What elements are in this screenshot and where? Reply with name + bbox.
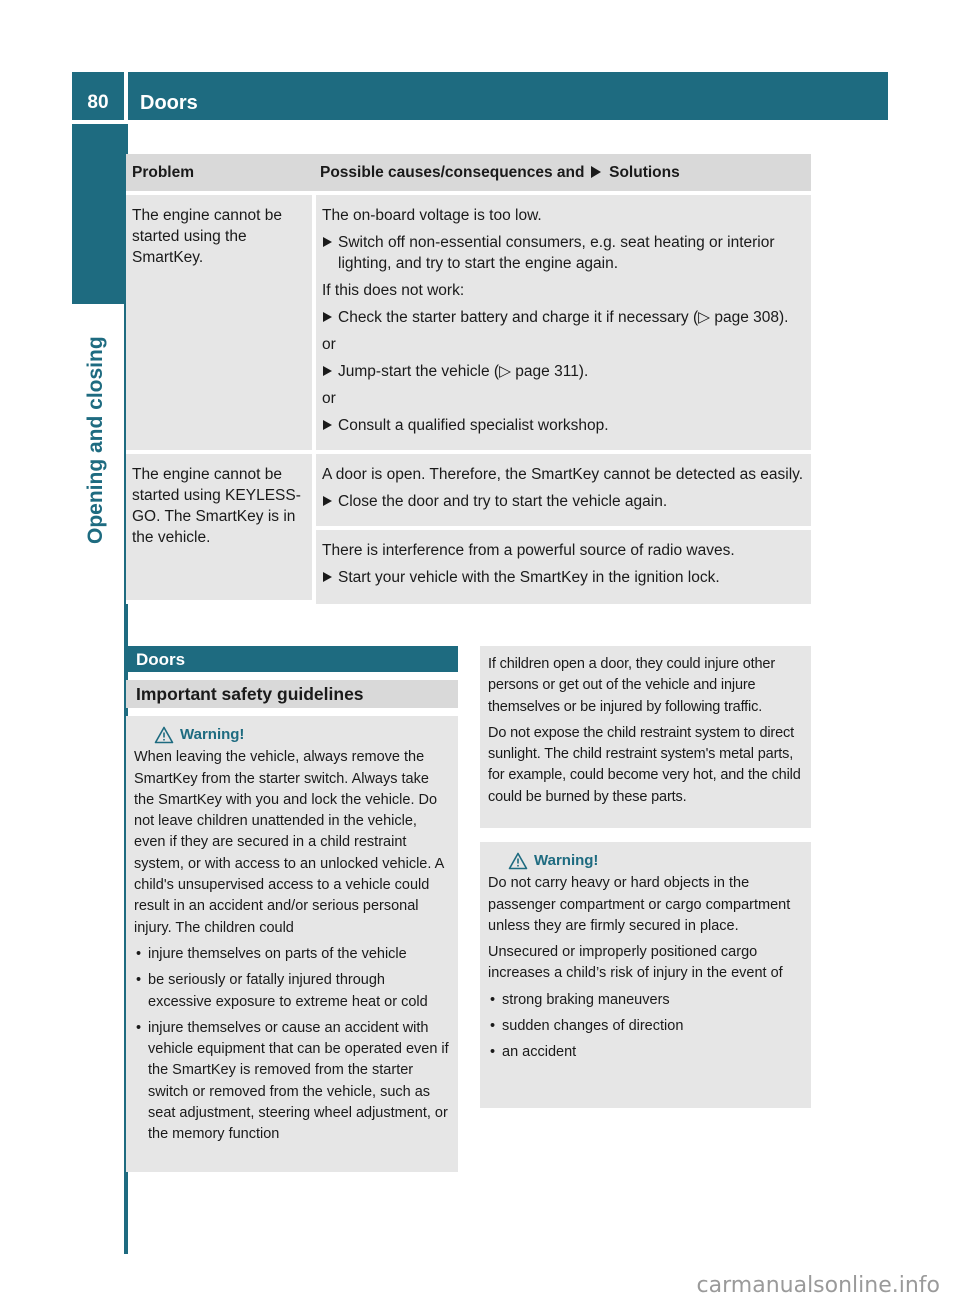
- page-number: 80: [87, 92, 109, 113]
- problem-cell: The engine cannot be started using KEYLESS-GO. The SmartKey is in the vehicle.: [126, 452, 314, 602]
- warning-label: Warning!: [534, 852, 599, 869]
- side-tab: [72, 124, 124, 304]
- chapter-title: Doors: [140, 92, 198, 114]
- solution-step: Jump-start the vehicle (▷ page 311).: [322, 361, 805, 382]
- arrow-icon: [591, 166, 601, 178]
- warning-header: [488, 850, 805, 871]
- list-item: • injure themselves or cause an accident with vehicle equipment that can be operated even if the SmartKey is removed from the starter switch or removed from the vehicle, such as seat adjustment, steering wheel adjustment, or the memory function: [134, 1018, 452, 1146]
- cause-text: The on-board voltage is too low.: [322, 207, 542, 224]
- list-item: • strong braking maneuvers: [488, 990, 805, 1011]
- warning-text: Do not carry heavy or hard objects in the passenger compartment or cargo compartment unless they are firmly secured in place.: [488, 875, 791, 934]
- solution-cell: [314, 452, 811, 528]
- or-text: or: [322, 390, 336, 407]
- or-text: or: [322, 336, 336, 353]
- subsection-title: Important safety guidelines: [126, 680, 458, 708]
- solution-step: Check the starter battery and charge it if necessary (▷ page 308).: [322, 307, 805, 328]
- warning-triangle-icon: [508, 852, 528, 870]
- warning-box: [480, 842, 811, 1108]
- solution-step: Consult a qualified specialist workshop.: [322, 415, 805, 436]
- list-item: • be seriously or fatally injured through excessive exposure to extreme heat or cold: [134, 970, 452, 1013]
- warning-label: Warning!: [180, 726, 245, 743]
- list-item: • sudden changes of direction: [488, 1016, 805, 1037]
- warning-triangle-icon: [154, 726, 174, 744]
- continuation-text: If children open a door, they could injure other persons or get out of the vehicle and injure themselves or be injured by following traffic.: [488, 656, 776, 715]
- watermark: carmanualsonline.info: [696, 1273, 940, 1298]
- column-header-solutions: Possible causes/consequences and Solutions: [314, 154, 811, 193]
- table-row: [126, 452, 811, 528]
- troubleshooting-table: [126, 154, 811, 604]
- warning-text: When leaving the vehicle, always remove the SmartKey from the starter switch. Always take the SmartKey with you and lock the vehicle. Do not leave children unattended in the vehicle, even if they are secured in a child restraint system, or with access to an unlocked vehicle. A child's unsupervised access to a vehicle could result in an accident and/or serious personal injury. The children could: [134, 749, 444, 936]
- cause-text: There is interference from a powerful source of radio waves.: [322, 542, 735, 559]
- solution-step: Start your vehicle with the SmartKey in the ignition lock.: [322, 567, 805, 588]
- warning-box: [126, 716, 458, 1172]
- list-item: • an accident: [488, 1042, 805, 1063]
- table-header-row: [126, 154, 811, 193]
- column-header-problem: Problem: [126, 154, 314, 193]
- condition-text: If this does not work:: [322, 282, 465, 299]
- solution-cell: [314, 193, 811, 452]
- warning-continuation-box: [480, 646, 811, 828]
- header-divider: [124, 72, 128, 120]
- list-item: • injure themselves on parts of the vehicle: [134, 944, 452, 965]
- table-row: [126, 193, 811, 452]
- cause-text: A door is open. Therefore, the SmartKey cannot be detected as easily.: [322, 466, 804, 483]
- problem-cell: The engine cannot be started using the SmartKey.: [126, 193, 314, 452]
- warning-header: [134, 724, 452, 745]
- solution-cell: [314, 528, 811, 602]
- continuation-text: Do not expose the child restraint system to direct sunlight. The child restraint system's metal parts, for example, could become very hot, and the child could be burned by these parts.: [488, 724, 801, 805]
- solution-step: Close the door and try to start the vehicle again.: [322, 491, 805, 512]
- section-title: Doors: [126, 646, 458, 672]
- solution-step: Switch off non-essential consumers, e.g. seat heating or interior lighting, and try to start the engine again.: [322, 232, 805, 274]
- warning-text: Unsecured or improperly positioned cargo increases a child’s risk of injury in the event of: [488, 944, 783, 982]
